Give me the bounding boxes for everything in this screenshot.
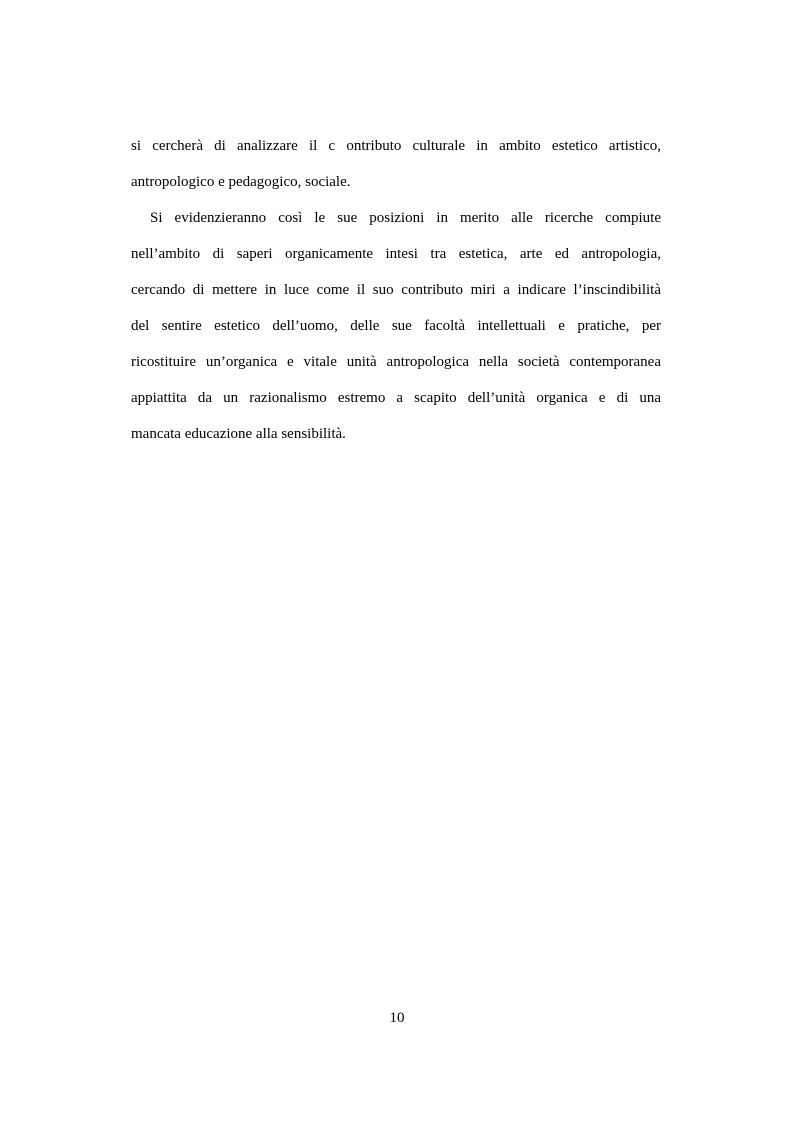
text-line: si cercherà di analizzare il c ontributo culturale in ambito estetico artistico, bbox=[131, 138, 661, 154]
text-line: mancata educazione alla sensibilità. bbox=[131, 426, 346, 442]
text-line: Si evidenzieranno così le sue posizioni in merito alle ricerche compiute bbox=[150, 210, 661, 226]
body-text bbox=[131, 128, 661, 452]
text-line: ricostituire un’organica e vitale unità antropologica nella società contemporanea bbox=[131, 354, 661, 370]
text-line: nell’ambito di saperi organicamente intesi tra estetica, arte ed antropologia, bbox=[131, 246, 661, 262]
text-line: antropologico e pedagogico, sociale. bbox=[131, 174, 351, 190]
text-line: cercando di mettere in luce come il suo contributo miri a indicare l’inscindibilità bbox=[131, 282, 661, 298]
paragraph-2 bbox=[131, 200, 661, 452]
page-number: 10 bbox=[389, 1010, 405, 1026]
text-line: appiattita da un razionalismo estremo a scapito dell’unità organica e di una bbox=[131, 390, 661, 406]
paragraph-1 bbox=[131, 128, 661, 200]
text-line: del sentire estetico dell’uomo, delle sue facoltà intellettuali e pratiche, per bbox=[131, 318, 661, 334]
